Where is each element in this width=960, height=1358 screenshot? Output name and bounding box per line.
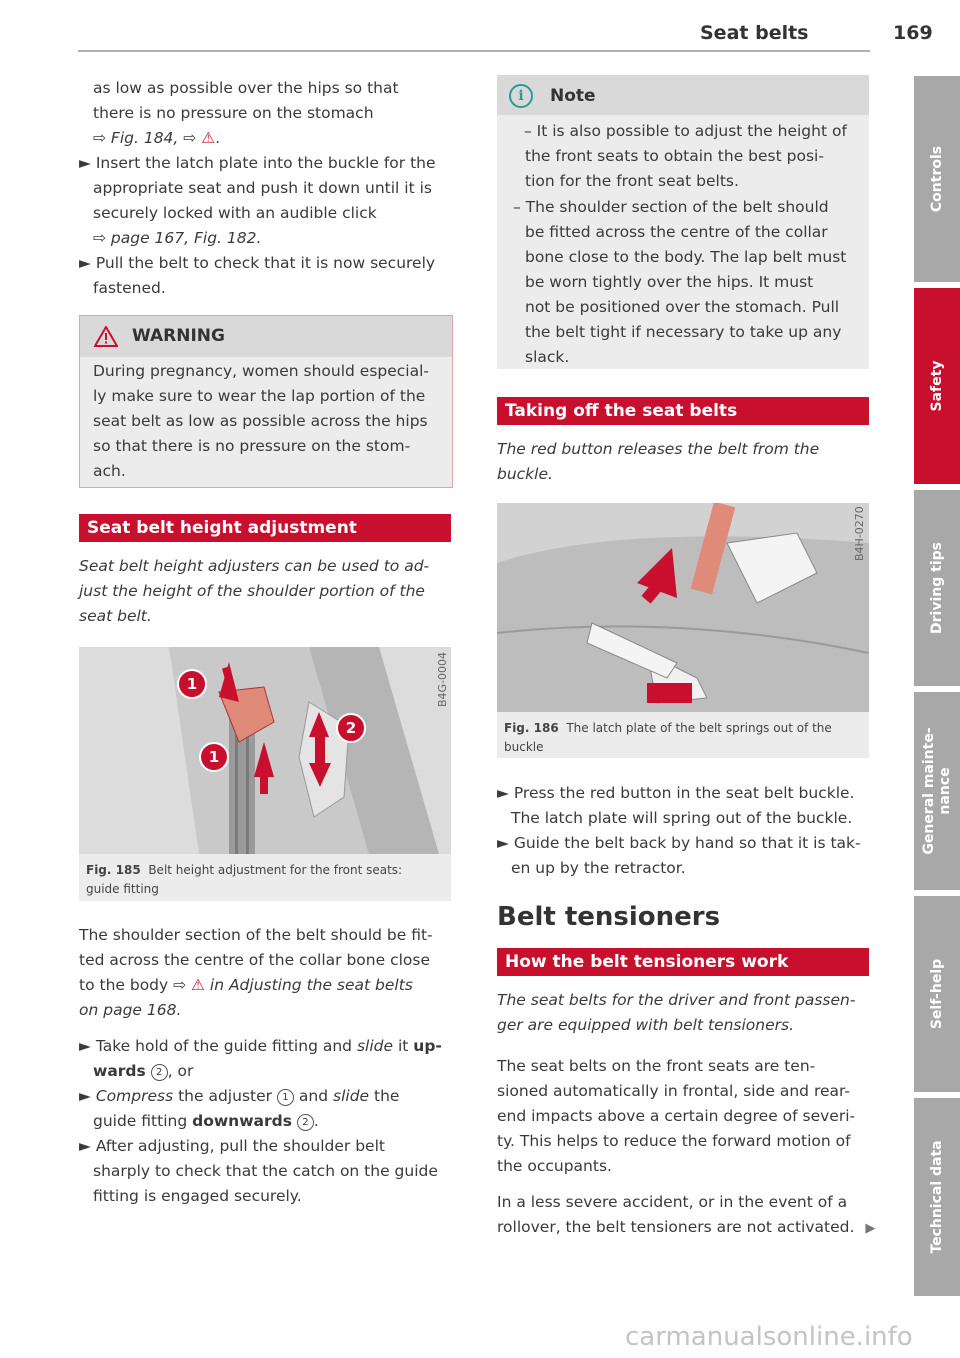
note-line: be worn tightly over the hips. It must [525,273,814,291]
text-line: as low as possible over the hips so that [93,79,399,97]
figure-caption-text: The latch plate of the belt springs out of the [566,721,832,735]
para-line: In a less severe accident, or in the event of a [497,1193,848,1211]
section-intro-line: buckle. [497,465,553,483]
step-line: wards 2 , or [93,1062,194,1080]
header-rule [78,50,870,52]
para-line: ty. This helps to reduce the forward motion of [497,1132,851,1150]
warning-text-line: so that there is no pressure on the stom- [93,437,411,455]
step-line: ► After adjusting, pull the shoulder belt [79,1137,385,1155]
step-line: sharply to check that the catch on the guide [93,1162,438,1180]
para-line: sioned automatically in frontal, side and rear- [497,1082,850,1100]
body-line: ted across the centre of the collar bone close [79,951,430,969]
section-title-taking-off: Taking off the seat belts [497,397,869,425]
section-title-tensioners: How the belt tensioners work [497,948,869,976]
page-reference-link[interactable]: ⇨ page 167, Fig. 182. [93,229,262,247]
step-line: en up by the retractor. [511,859,686,877]
note-line: slack. [525,348,570,366]
running-header-title: Seat belts [700,22,809,44]
body-line-with-reference[interactable] [79,973,413,998]
note-line: be fitted across the centre of the collar [525,223,828,241]
body-text: to the body ⇨ [79,976,187,994]
para-line: the occupants. [497,1157,612,1175]
bullet-line: ► Pull the belt to check that it is now securely [79,254,436,272]
text-line: securely locked with an audible click [93,204,377,222]
warning-header [80,316,452,357]
step-line: fitting is engaged securely. [93,1187,302,1205]
step-line: ► Take hold of the guide fitting and slide it up- [79,1037,442,1055]
text-line: appropriate seat and push it down until it is [93,179,432,197]
warning-text-line: ly make sure to wear the lap portion of the [93,387,426,405]
figure-label: Fig. 185 [86,863,141,877]
note-line: the belt tight if necessary to take up any [525,323,842,341]
text-line: fastened. [93,279,166,297]
fig-reference-link[interactable]: ⇨ Fig. 184, ⇨ [93,129,197,147]
section-title-height-adjustment: Seat belt height adjustment [79,514,451,542]
info-icon: i [509,84,533,108]
warning-text-line: During pregnancy, women should especial- [93,362,430,380]
note-line: – The shoulder section of the belt should [513,198,829,216]
step-line: guide fitting downwards 2 . [93,1112,319,1130]
side-tab-driving-tips[interactable]: Driving tips [914,490,960,686]
warning-triangle-icon: ⚠ [191,976,205,994]
heading-belt-tensioners: Belt tensioners [497,902,721,932]
step-line: ► Guide the belt back by hand so that it is tak- [497,834,861,852]
note-header [497,75,869,115]
callout-1-top: 1 [177,669,207,699]
page-number: 169 [893,22,933,44]
side-tab-technical-data[interactable]: Technical data [914,1098,960,1296]
callout-ref-1: 1 [277,1089,294,1106]
figure-186-panel [497,503,869,758]
note-title: Note [550,86,596,106]
para-line: The seat belts on the front seats are ten- [497,1057,816,1075]
warning-text-line: ach. [93,462,126,480]
step-line: The latch plate will spring out of the buckle. [511,809,853,827]
figure-code: B4G-0004 [436,651,449,707]
note-box [497,75,869,369]
figure-caption-text: Belt height adjustment for the front seats: [148,863,403,877]
side-tab-controls[interactable]: Controls [914,76,960,282]
note-line: tion for the front seat belts. [525,172,739,190]
text-line: there is no pressure on the stomach [93,104,374,122]
para-line: end impacts above a certain degree of severi- [497,1107,856,1125]
figure-caption-text: buckle [504,740,544,754]
section-intro-line: just the height of the shoulder portion of the [79,582,425,600]
belt-release-illustration [497,503,869,712]
note-line: – It is also possible to adjust the height of [524,122,847,140]
callout-ref-2: 2 [297,1114,314,1131]
note-line: not be positioned over the stomach. Pull [525,298,840,316]
warning-title: WARNING [132,326,225,346]
cross-reference[interactable]: ⇨ Fig. 184, ⇨ ⚠. [93,129,221,147]
step-line: ► Press the red button in the seat belt buckle. [497,784,855,802]
warning-text-line: seat belt as low as possible across the hips [93,412,428,430]
bullet-line: ► Insert the latch plate into the buckle for the [79,154,436,172]
section-intro-line: Seat belt height adjusters can be used to ad- [79,557,430,575]
figure-label: Fig. 186 [504,721,559,735]
page-reference-link[interactable]: on page 168. [79,1001,182,1019]
figure-code: B4H-0270 [853,506,866,561]
figure-caption [86,861,446,899]
side-tab-general-maintenance[interactable]: General mainte-nance [914,692,960,890]
warning-box [79,315,453,488]
warning-triangle-icon [94,326,118,347]
note-line: bone close to the body. The lap belt must [525,248,847,266]
section-reference-link[interactable]: in Adjusting the seat belts [209,976,413,994]
warning-triangle-icon: ⚠ [201,129,216,147]
section-intro-line: The red button releases the belt from the [497,440,820,458]
continue-arrow-icon: ▶ [865,1221,876,1236]
section-intro-line: The seat belts for the driver and front passen- [497,991,856,1009]
section-intro-line: seat belt. [79,607,152,625]
watermark: carmanualsonline.info [625,1322,913,1352]
step-line: ► Compress the adjuster 1 and slide the [79,1087,400,1105]
body-line: The shoulder section of the belt should be fit- [79,926,433,944]
callout-1-bottom: 1 [199,742,229,772]
callout-ref-2: 2 [151,1064,168,1081]
figure-caption-text: guide fitting [86,882,159,896]
note-line: the front seats to obtain the best posi- [525,147,824,165]
belt-height-adjuster-illustration [79,647,451,854]
section-intro-line: ger are equipped with belt tensioners. [497,1016,795,1034]
side-tab-safety[interactable]: Safety [914,288,960,484]
para-line: rollover, the belt tensioners are not activated. ▶ [497,1218,876,1236]
callout-2: 2 [336,713,366,743]
figure-caption [504,719,864,757]
side-tab-self-help[interactable]: Self-help [914,896,960,1092]
figure-185-panel [79,647,451,901]
